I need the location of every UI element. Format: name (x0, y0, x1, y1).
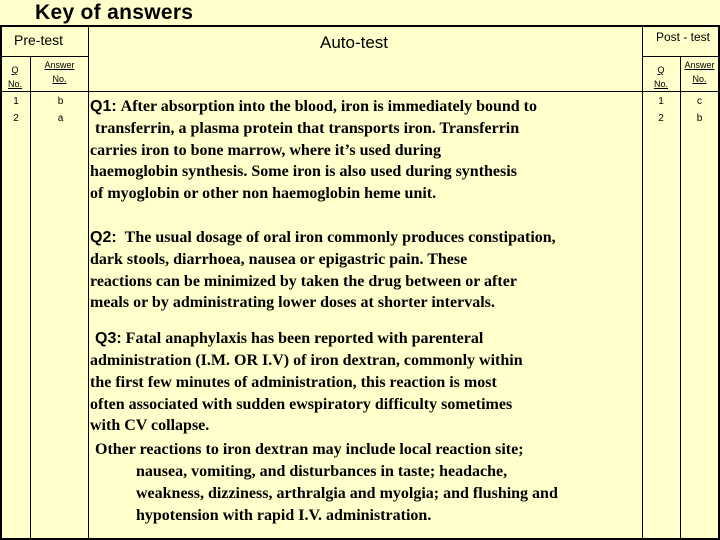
post-test-q-header (643, 63, 679, 91)
answer-line: the first few minutes of administration, this reaction is most (90, 373, 497, 391)
q1-answer (90, 96, 640, 205)
answer-line: reactions can be minimized by taken the drug between or after (90, 272, 517, 290)
page-title: Key of answers (35, 1, 194, 24)
post-test-answer-header-line2: No. (692, 74, 707, 84)
post-test-q-numbers (643, 93, 679, 127)
pre-test-answer: b (57, 96, 64, 107)
pre-test-answer: a (57, 113, 64, 124)
answer-line: of myoglobin or other non haemoglobin heme unit. (90, 185, 437, 203)
post-test-header-divider (642, 56, 720, 57)
answer-line: After absorption into the blood, iron is immediately bound to (120, 98, 538, 115)
q3-label: Q3: (95, 330, 122, 348)
pre-test-heading: Pre-test (14, 32, 64, 48)
post-test-q-number: 1 (658, 96, 664, 107)
post-test-answer: c (697, 96, 702, 107)
answer-line: transferrin, a plasma protein that transports iron. Transferrin (95, 119, 520, 137)
pre-test-header-divider (0, 56, 88, 57)
header-bottom-border (0, 91, 720, 92)
post-test-q-header-line1: Q (657, 65, 665, 75)
post-test-answer: b (696, 113, 703, 124)
pre-test-answers (33, 93, 88, 127)
answer-line: often associated with sudden ewspiratory difficulty sometimes (90, 395, 513, 413)
answer-line: Fatal anaphylaxis has been reported with parenteral (125, 330, 484, 348)
table-top-border (0, 25, 720, 27)
q2-label: Q2: (90, 228, 117, 246)
auto-test-heading: Auto-test (320, 33, 389, 52)
other-reactions-intro: Other reactions to iron dextran may include local reaction site; (95, 441, 524, 459)
pre-test-answer-header (32, 58, 87, 86)
pre-test-right-border (88, 25, 89, 540)
q2-answer (90, 227, 640, 314)
answer-line: The usual dosage of oral iron commonly produces constipation, (124, 228, 556, 246)
pre-test-answer-header-line2: No. (52, 74, 67, 84)
post-test-answers (681, 93, 718, 127)
post-test-heading: Post - test (656, 30, 711, 44)
answer-line: carries iron to bone marrow, where it’s used during (90, 141, 441, 159)
answer-line: meals or by administrating lower doses at shorter intervals. (90, 294, 495, 312)
post-test-q-number: 2 (658, 113, 664, 124)
answer-line: weakness, dizziness, arthralgia and myolgia; and flushing and (136, 484, 558, 502)
answer-line: nausea, vomiting, and disturbances in taste; headache, (136, 462, 508, 480)
pre-test-q-numbers (1, 93, 31, 127)
auto-test-answers (90, 96, 640, 526)
pre-test-q-number: 2 (13, 113, 19, 124)
pre-test-column-divider (30, 56, 31, 540)
post-test-answer-header-line1: Answer (684, 60, 715, 70)
answer-line: administration (I.M. OR I.V) of iron dextran, commonly within (90, 351, 523, 369)
pre-test-q-header-line1: Q (11, 65, 19, 75)
pre-test-q-header (1, 63, 29, 91)
answer-line: with CV collapse. (90, 417, 210, 435)
post-test-answer-header (681, 58, 718, 86)
pre-test-q-number: 1 (13, 96, 19, 107)
pre-test-q-header-line2: No. (7, 79, 22, 89)
post-test-column-divider (680, 56, 681, 540)
answer-line: haemoglobin synthesis. Some iron is also used during synthesis (90, 163, 517, 181)
post-test-q-header-line2: No. (653, 79, 668, 89)
pre-test-answer-header-line1: Answer (44, 60, 75, 70)
q3-answer (90, 328, 640, 526)
answer-line: dark stools, diarrhoea, nausea or epigastric pain. These (90, 250, 468, 268)
answer-line: hypotension with rapid I.V. administration. (136, 506, 432, 524)
q1-label: Q1: (90, 98, 117, 115)
